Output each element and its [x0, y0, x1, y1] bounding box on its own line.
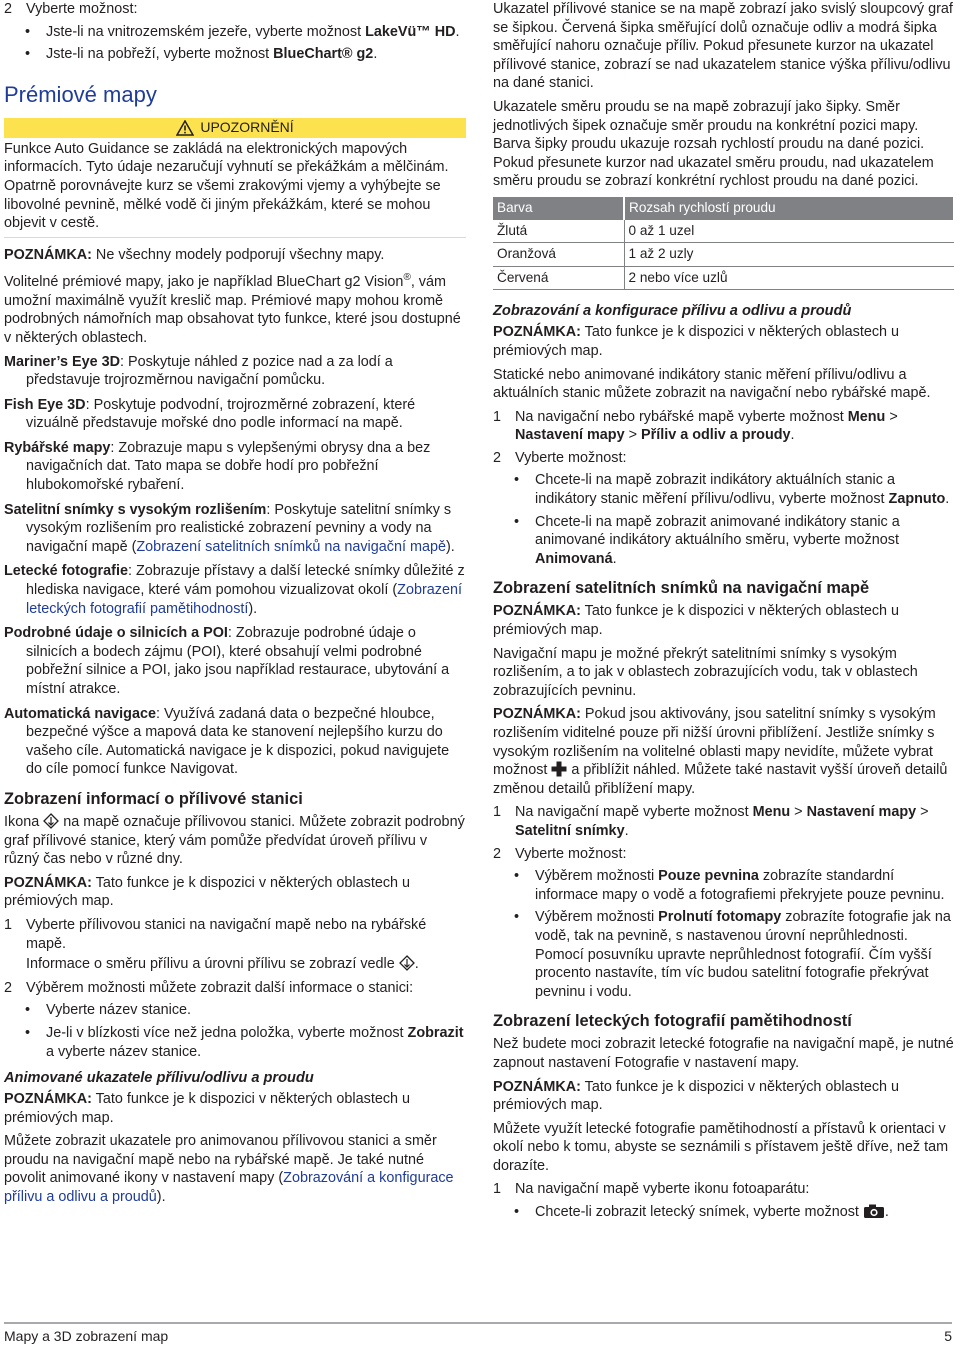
warning-title: UPOZORNĚNÍ: [200, 119, 294, 136]
chart-choice-list: [4, 23, 466, 64]
feature-item: Letecké fotografie: Zobrazuje přístavy a další letecké snímky důležité z hlediska navigace, které vám pomohou vizualizovat okolí (Zobrazení leteckých fotografií pamětihodností).: [4, 563, 465, 617]
tide-station-icon: [399, 955, 415, 971]
sat-step-2: 2 Vyberte možnost:: [493, 845, 627, 862]
list-item: • Chcete-li na mapě zobrazit indikátory aktuálních stanic a indikátory stanic měření přílivu/odlivu, vyberte možnost Zapnuto.: [514, 472, 950, 508]
config-tides-heading: Zobrazování a konfigurace přílivu a odlivu a proudů: [493, 303, 852, 320]
config-options-list: [493, 471, 956, 568]
tide-note: POZNÁMKA: Tato funkce je k dispozici v některých oblastech u prémiových map.: [4, 874, 411, 910]
tide-intro: Ikona na mapě označuje přílivovou stanici. Můžete zobrazit podrobný graf přílivové stanice, který vám pomůže předvídat úroveň přílivu v různý čas nebo v různé dny.: [4, 813, 465, 868]
table-header: Barva: [493, 197, 624, 220]
aerial-note: POZNÁMKA: Tato funkce je k dispozici v některých oblastech u prémiových map.: [493, 1078, 900, 1114]
config-step-2: 2 Vyberte možnost:: [493, 449, 627, 466]
current-speed-table: [493, 197, 955, 290]
feature-item: Automatická navigace: Využívá zadaná data o bezpečné hloubce, bezpečné výšce a mapová data ke stanovení nejlepšího kurzu do vašeho cíle. Automatická navigace je k dispozici, pokud navigujete do cíle pomocí funkce Navigovat.: [4, 705, 450, 778]
satellite-heading: Zobrazení satelitních snímků na navigační mapě: [493, 579, 870, 598]
tide-station-icon: [43, 813, 59, 829]
tide-station-heading: Zobrazení informací o přílivové stanici: [4, 789, 303, 808]
satellite-link[interactable]: Zobrazení satelitních snímků na navigační mapě: [136, 538, 446, 555]
premium-maps-heading: Prémiové mapy: [4, 81, 157, 107]
sat-options-list: [493, 867, 956, 1001]
warning-triangle-icon: [176, 120, 194, 136]
tide-indicator-para: Ukazatel přílivové stanice se na mapě zobrazí jako svislý sloupcový graf se šipkou. Červená šipka směřující dolů označuje odliv a modrá šipka směřující nahoru označuje příliv. Pokud přesunete kurzor na ukazatel přílivové stanice, zobrazí se nad ukazatelem stanice výška přílivu/odlivu na dané stanici.: [493, 1, 953, 92]
sat-step-1: 1 Na navigační mapě vyberte možnost Menu > Nastavení mapy > Satelitní snímky.: [493, 804, 929, 839]
feature-item: Fish Eye 3D: Poskytuje podvodní, trojrozměrné zobrazení, které vizuálně představuje mořské dno podle informací na mapě.: [4, 396, 416, 432]
aerial-heading: Zobrazení leteckých fotografií pamětihodností: [493, 1012, 852, 1031]
tides-config-link[interactable]: Zobrazování a konfigurace přílivu a odlivu a proudů: [4, 1170, 454, 1206]
premium-intro: Volitelné prémiové mapy, jako je například BlueChart g2 Vision®, vám umožní maximálně využít kreslič map. Prémiové mapy mohou kromě podrobných námořních map obsahovat tyto funkce, které jsou dostupné v některých oblastech.: [4, 272, 461, 346]
list-item: • Vyberte název stanice.: [25, 1002, 192, 1019]
feature-item: Rybářské mapy: Zobrazuje mapu s vylepšenými obrysy dna a bez navigačních dat. Tato mapa se dobře hodí pro pobřežní hlubokomořské rybaření.: [4, 439, 431, 494]
step-2-vyberte: [4, 0, 466, 19]
page-number: 5: [944, 1328, 952, 1344]
step-number: 2: [4, 1, 13, 17]
aerial-options-list: [493, 1203, 956, 1222]
anim-note: POZNÁMKA: Tato funkce je k dispozici v některých oblastech u prémiových map.: [4, 1091, 411, 1126]
table-row: Žlutá 0 až 1 uzel: [493, 220, 954, 243]
right-column: [493, 0, 956, 1228]
feature-list: [4, 353, 466, 779]
list-item: • Výběrem možnosti Prolnutí fotomapy zobrazíte fotografie jak na vodě, tak na pevnině, s nastavenou úrovní neprůhlednosti. Pomocí posuvníku upravte neprůhlednost fotografií. Čím vyšší procento nastavíte, tím víc budou satelitní fotografie překrývat pevninu i vodu.: [514, 909, 951, 1000]
list-item: • Jste-li na pobřeží, vyberte možnost BlueChart® g2.: [25, 46, 378, 63]
note-models: POZNÁMKA: Ne všechny modely podporují všechny mapy.: [4, 246, 385, 263]
aerial-para-2: Můžete využít letecké fotografie pamětihodností a přístavů k orientaci v okolí nebo k tomu, abyste se seznámili s přístavem ještě dříve, než tam dorazíte.: [493, 1120, 949, 1174]
warning-banner: [4, 118, 466, 138]
animated-indicators-heading: Animované ukazatele přílivu/odlivu a proudu: [4, 1070, 314, 1087]
config-note: POZNÁMKA: Tato funkce je k dispozici v některých oblastech u prémiových map.: [493, 324, 900, 359]
aerial-photos-link[interactable]: Zobrazení leteckých fotografií pamětihodností: [26, 582, 462, 617]
footer-section-title: Mapy a 3D zobrazení map: [4, 1328, 169, 1344]
anim-para: Můžete zobrazit ukazatele pro animovanou přílivovou stanici a směr proudu na navigační mapě nebo na rybářské mapě. Je také nutné povolit animované ikony v nastavení mapy (Zobrazování a konfigurace přílivu a odlivu a proudů).: [4, 1133, 454, 1206]
aerial-step-1: 1 Na navigační mapě vyberte ikonu fotoaparátu:: [493, 1181, 810, 1198]
plus-zoom-icon: [551, 761, 567, 777]
aerial-para-1: Než budete moci zobrazit letecké fotografie na navigační mapě, je nutné zapnout nastavení Fotografie v nastavení mapy.: [493, 1036, 954, 1071]
step-text: Vyberte možnost:: [26, 1, 138, 17]
page-footer: [4, 1322, 952, 1346]
left-column: [4, 0, 466, 1212]
config-para: Statické nebo animované indikátory stanic měření přílivu/odlivu a aktuálních stanic můžete zobrazit na navigační nebo rybářské mapě.: [493, 366, 931, 402]
tide-options-list: [4, 1001, 466, 1061]
camera-icon: [863, 1203, 885, 1219]
config-step-1: 1 Na navigační nebo rybářské mapě vyberte možnost Menu > Nastavení mapy > Příliv a odliv a proudy.: [493, 408, 898, 444]
list-item: • Chcete-li na mapě zobrazit animované indikátory stanic a animované indikátory aktuálního směru, vyberte možnost Animovaná.: [514, 513, 900, 567]
list-item: • Je-li v blízkosti více než jedna položka, vyberte možnost Zobrazit a vyberte název stanice.: [25, 1024, 464, 1060]
list-item: • Jste-li na vnitrozemském jezeře, vyberte možnost LakeVü™ HD.: [25, 23, 460, 40]
sat-note-2: POZNÁMKA: Pokud jsou aktivovány, jsou satelitní snímky s vysokým rozlišením viditelné pouze při nižší úrovni přiblížení. Jestliže snímky s vysokým rozlišením na volitelné oblasti mapy nevidíte, můžete vybrat možnost a přiblížit náhled. Můžete také nastavit vyšší úroveň detailů změnou detailů přiblížení mapy.: [493, 706, 948, 797]
tide-step-1: 1 Vyberte přílivovou stanici na navigační mapě nebo na rybářské mapě. Informace o směru přílivu a úrovni přílivu se zobrazí vedle .: [4, 916, 427, 973]
table-header: Rozsah rychlostí proudu: [624, 197, 954, 220]
sat-note: POZNÁMKA: Tato funkce je k dispozici v některých oblastech u prémiových map.: [493, 603, 900, 639]
feature-item: Podrobné údaje o silnicích a POI: Zobrazuje podrobné údaje o silnicích a bodech zájmu (POI), které obsahují velmi podrobné pobřežní silnice a POI, jako jsou například restaurace, ubytování a místní atrakce.: [4, 625, 450, 698]
current-indicator-para: Ukazatele směru proudu se na mapě zobrazují jako šipky. Směr jednotlivých šipek označuje směr proudu na konkrétní pozici mapy. Barva šipky proudu ukazuje rozsah rychlostí proudu na dané pozici. Pokud přesunete kurzor nad ukazatel směru proudu, nad ukazatelem směru proudu se zobrazí konkrétní rychlost proudu na dané pozici.: [493, 98, 934, 190]
list-item: • Chcete-li zobrazit letecký snímek, vyberte možnost .: [514, 1204, 889, 1221]
tide-step-2: 2 Výběrem možnosti můžete zobrazit další informace o stanici:: [4, 979, 414, 996]
feature-item: Mariner’s Eye 3D: Poskytuje náhled z pozice nad a za lodí a představuje trojrozměrnou navigační pomůcku.: [4, 353, 393, 389]
warning-text: Funkce Auto Guidance se zakládá na elektronických mapových informacích. Tyto údaje nezaručují vyhnutí se překážkám a mělčinám. Opatrně porovnávejte kurz se všemi zrakovými vjemy a vyhýbejte se libovolné pevnině, mělké vodě či jiným překážkám, které se mohou objevit v cestě.: [4, 138, 466, 238]
sat-para: Navigační mapu je možné překrýt satelitními snímky s vysokým rozlišením, a to jak v oblastech zobrazujících vodu, tak v oblastech zobrazujících pevninu.: [493, 645, 918, 699]
feature-item: Satelitní snímky s vysokým rozlišením: Poskytuje satelitní snímky s vysokým rozlišením pro realistické zobrazení pevniny a vody na navigační mapě (Zobrazení satelitních snímků na navigační mapě).: [4, 501, 455, 555]
table-row: Oranžová 1 až 2 uzly: [493, 243, 954, 267]
table-row: Červená 2 nebo více uzlů: [493, 266, 954, 290]
list-item: • Výběrem možnosti Pouze pevnina zobrazíte standardní informace mapy o vodě a fotografiemi překryjete pouze pevninu.: [514, 868, 945, 903]
